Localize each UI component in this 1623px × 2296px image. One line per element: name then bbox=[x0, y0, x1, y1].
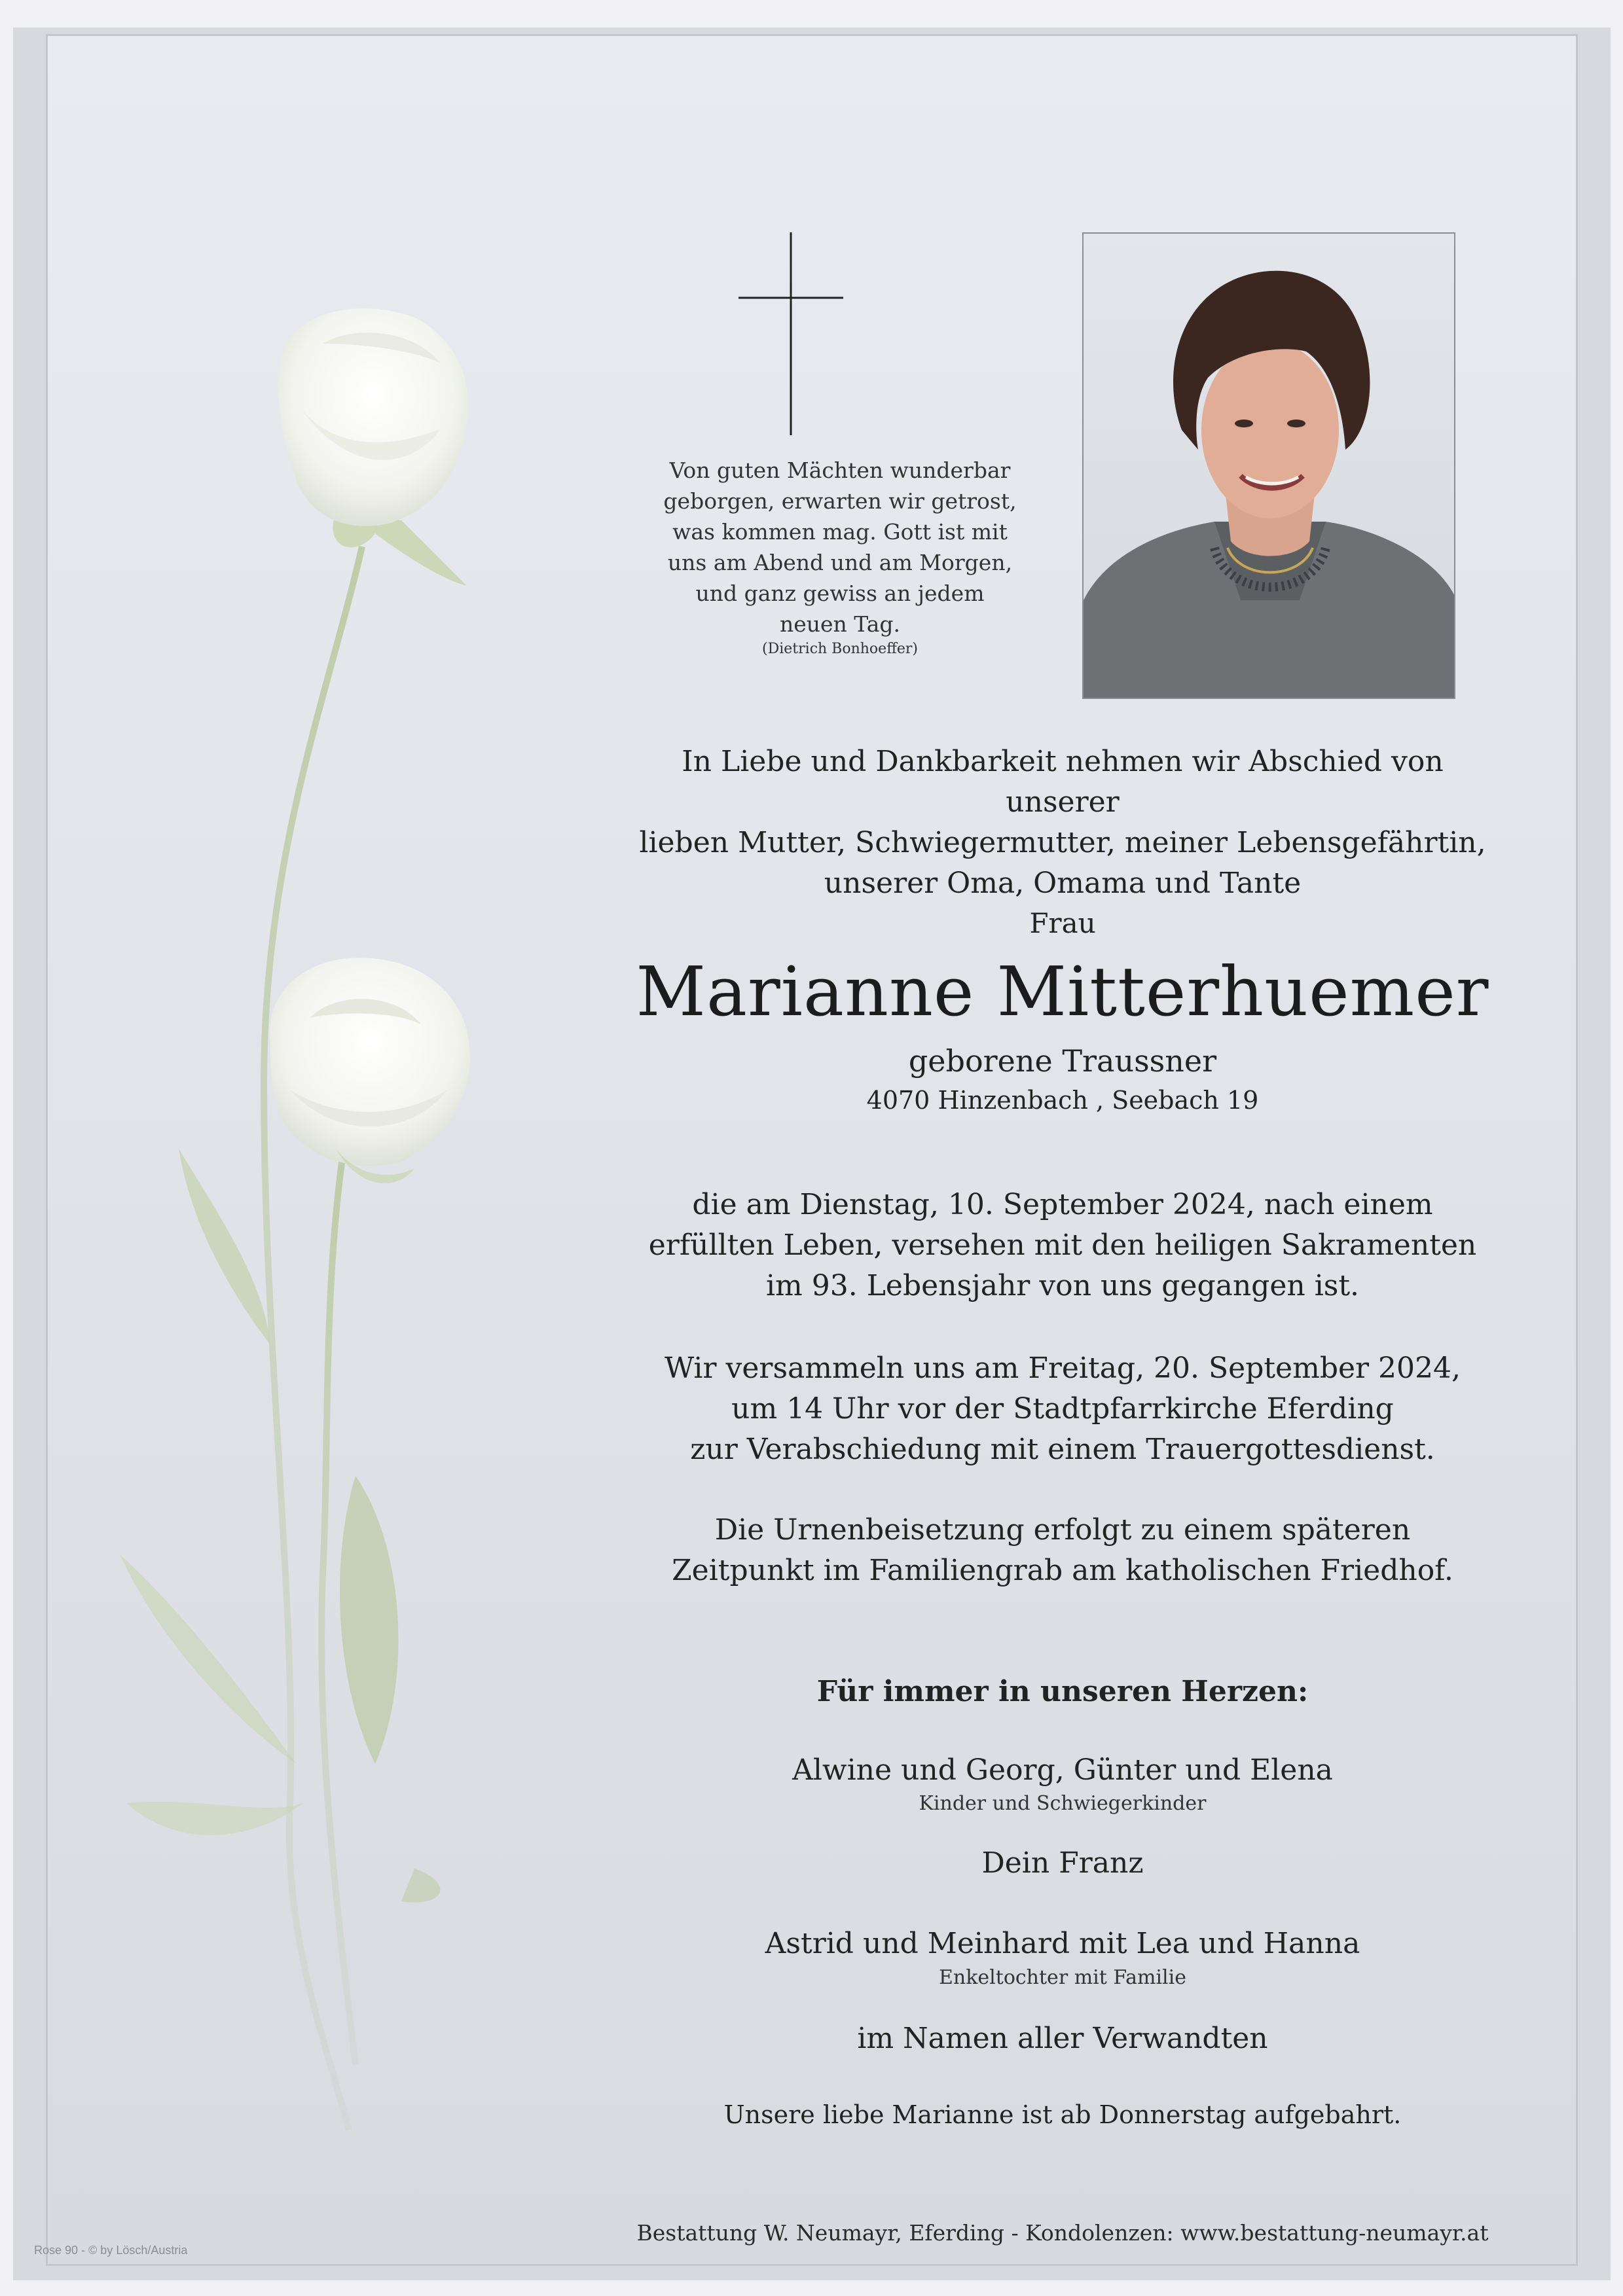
death-notice bbox=[624, 1185, 1501, 1306]
mourner-relation: Enkeltochter mit Familie bbox=[939, 1966, 1186, 1989]
mourner-group: Astrid und Meinhard mit Lea und Hanna bbox=[765, 1927, 1360, 1960]
urn-notice bbox=[624, 1510, 1501, 1591]
quote-line: was kommen mag. Gott ist mit bbox=[672, 519, 1008, 545]
image-credit: Rose 90 - © by Lösch/Austria bbox=[34, 2244, 188, 2257]
quote-line: und ganz gewiss an jedem bbox=[695, 581, 985, 606]
intro-line: lieben Mutter, Schwiegermutter, meiner Lebensgefährtin, bbox=[639, 826, 1486, 859]
funeral-line: um 14 Uhr vor der Stadtpfarrkirche Eferding bbox=[731, 1392, 1394, 1426]
rose-illustration bbox=[48, 36, 572, 2268]
mourner-group: im Namen aller Verwandten bbox=[857, 2022, 1268, 2055]
urn-line: Zeitpunkt im Familiengrab am katholischen Friedhof. bbox=[672, 1554, 1453, 1587]
mourners-heading: Für immer in unseren Herzen: bbox=[816, 1675, 1309, 1708]
intro-line: In Liebe und Dankbarkeit nehmen wir Abschied von unserer bbox=[682, 745, 1444, 819]
deceased-name: Marianne Mitterhuemer bbox=[636, 952, 1489, 1031]
mourner-group: Dein Franz bbox=[981, 1846, 1144, 1880]
funeral-notice bbox=[624, 1348, 1501, 1470]
quote-line: uns am Abend und am Morgen, bbox=[667, 550, 1013, 575]
maiden-name: geborene Traussner bbox=[908, 1043, 1217, 1079]
death-line: erfüllten Leben, versehen mit den heiligen Sakramenten bbox=[648, 1229, 1477, 1262]
urn-line: Die Urnenbeisetzung erfolgt zu einem späteren bbox=[714, 1513, 1411, 1547]
deceased-title: Frau bbox=[1029, 907, 1096, 939]
bible-quote bbox=[637, 455, 1043, 659]
card-inner-panel bbox=[46, 34, 1578, 2266]
address: 4070 Hinzenbach , Seebach 19 bbox=[866, 1086, 1259, 1115]
quote-line: neuen Tag. bbox=[779, 611, 901, 637]
viewing-notice: Unsere liebe Marianne ist ab Donnerstag aufgebahrt. bbox=[723, 2100, 1402, 2129]
quote-line: Von guten Mächten wunderbar bbox=[669, 457, 1011, 483]
mourner-group: Alwine und Georg, Günter und Elena bbox=[792, 1753, 1333, 1787]
death-line: die am Dienstag, 10. September 2024, nach einem bbox=[692, 1188, 1433, 1221]
portrait-photo bbox=[1082, 232, 1455, 699]
intro-line: unserer Oma, Omama und Tante bbox=[824, 867, 1302, 900]
quote-line: geborgen, erwarten wir getrost, bbox=[663, 488, 1017, 514]
mourner-relation: Kinder und Schwiegerkinder bbox=[919, 1792, 1207, 1815]
funeral-line: zur Verabschiedung mit einem Trauergottesdienst. bbox=[690, 1433, 1435, 1466]
cross-icon bbox=[739, 232, 843, 435]
quote-source: (Dietrich Bonhoeffer) bbox=[762, 641, 918, 657]
intro-text bbox=[624, 742, 1501, 904]
card-sheet bbox=[13, 27, 1611, 2280]
funeral-line: Wir versammeln uns am Freitag, 20. September 2024, bbox=[664, 1352, 1461, 1385]
death-line: im 93. Lebensjahr von uns gegangen ist. bbox=[765, 1269, 1360, 1302]
funeral-home-footer: Bestattung W. Neumayr, Eferding - Kondolenzen: www.bestattung-neumayr.at bbox=[636, 2220, 1489, 2246]
